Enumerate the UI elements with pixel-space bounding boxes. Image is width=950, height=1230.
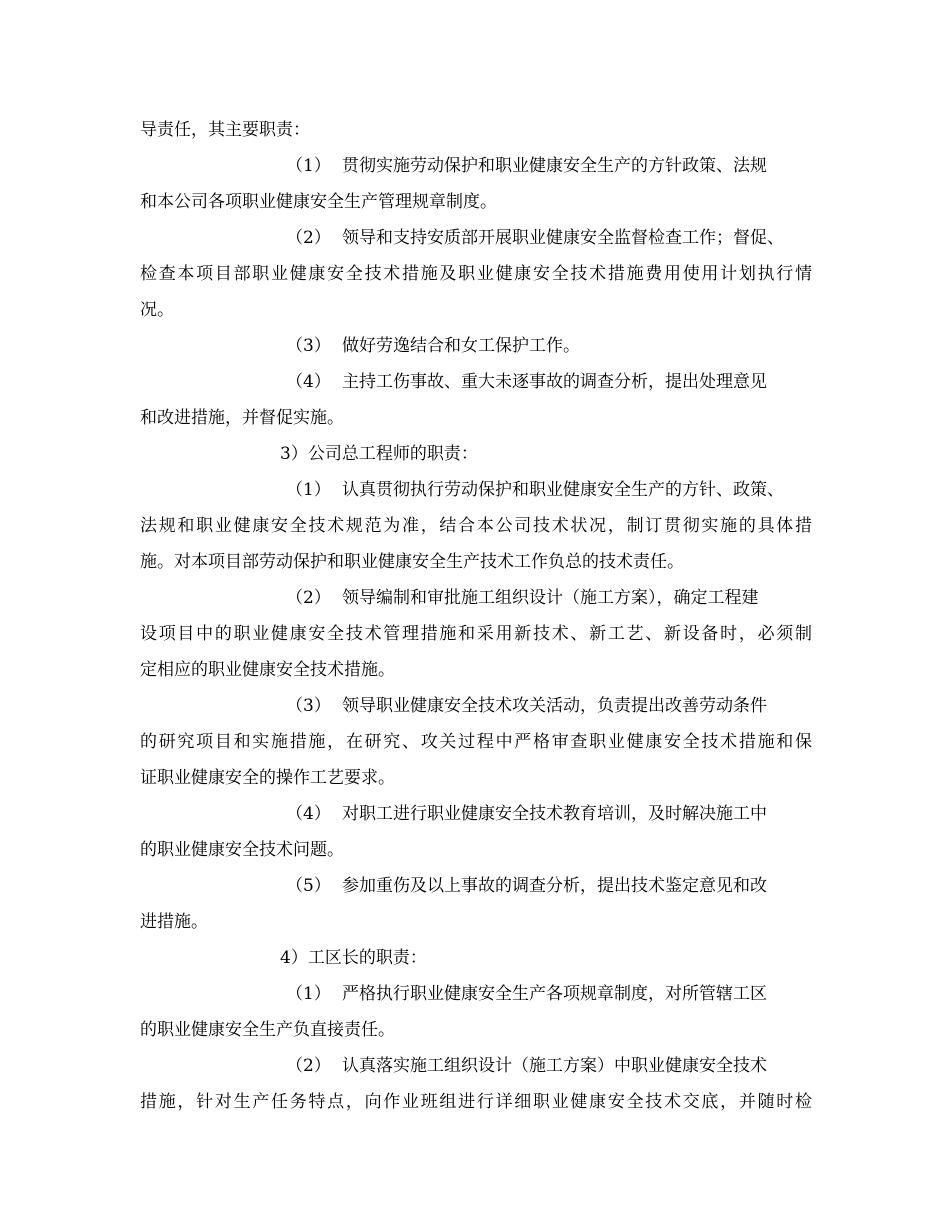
numbered-item-line [140,328,812,364]
item-number: （4） [286,804,331,824]
paragraph-line: 定相应的职业健康安全技术措施。 [140,660,395,680]
numbered-item-line [140,688,812,724]
item-number: （2） [286,1056,331,1076]
item-text: 领导编制和审批施工组织设计（施工方案），确定工程建 [342,588,759,608]
item-text: 严格执行职业健康安全生产各项规章制度，对所管辖工区 [342,984,767,1004]
paragraph-line: 法规和职业健康安全技术规范为准，结合本公司技术状况，制订贯彻实施的具体措 [140,516,812,536]
item-number: （5） [286,876,331,896]
numbered-item-line [140,1048,812,1084]
numbered-item-line [140,580,812,616]
paragraph-line: 进措施。 [140,912,208,932]
numbered-item-line [140,868,812,904]
paragraph-line: 和本公司各项职业健康安全生产管理规章制度。 [140,192,497,212]
paragraph-line: 的职业健康安全生产负直接责任。 [140,1020,395,1040]
section-heading: 3）公司总工程师的职责： [280,444,478,464]
paragraph-line: 况。 [140,300,174,320]
item-number: （2） [286,228,331,248]
item-number: （4） [286,372,331,392]
item-text: 参加重伤及以上事故的调查分析，提出技术鉴定意见和改 [342,876,767,896]
item-number: （1） [286,480,331,500]
numbered-item-line [140,472,812,508]
paragraph-line: 和改进措施，并督促实施。 [140,408,344,428]
item-text: 主持工伤事故、重大未逐事故的调查分析，提出处理意见 [342,372,767,392]
paragraph-line: 的职业健康安全技术问题。 [140,840,344,860]
paragraph-line: 导责任，其主要职责： [140,120,310,140]
item-text: 领导职业健康安全技术攻关活动，负责提出改善劳动条件 [342,696,767,716]
item-text: 对职工进行职业健康安全技术教育培训，及时解决施工中 [342,804,767,824]
paragraph-line: 设项目中的职业健康安全技术管理措施和采用新技术、新工艺、新设备时，必须制 [140,624,812,644]
paragraph-line: 措施，针对生产任务特点，向作业班组进行详细职业健康安全技术交底，并随时检 [140,1092,812,1112]
paragraph-line: 证职业健康安全的操作工艺要求。 [140,768,395,788]
numbered-item-line [140,364,812,400]
item-text: 领导和支持安质部开展职业健康安全监督检查工作；督促、 [342,228,784,248]
item-number: （2） [286,588,331,608]
section-heading: 4）工区长的职责： [280,948,427,968]
item-text: 认真贯彻执行劳动保护和职业健康安全生产的方针、政策、 [342,480,784,500]
numbered-item-line [140,148,812,184]
item-number: （1） [286,984,331,1004]
numbered-item-line [140,796,812,832]
item-number: （1） [286,156,331,176]
document-body [140,112,812,1120]
paragraph-line: 检查本项目部职业健康安全技术措施及职业健康安全技术措施费用使用计划执行情 [140,264,812,284]
item-number: （3） [286,336,331,356]
paragraph-line: 的研究项目和实施措施，在研究、攻关过程中严格审查职业健康安全技术措施和保 [140,732,812,752]
numbered-item-line [140,976,812,1012]
numbered-item-line [140,220,812,256]
item-number: （3） [286,696,331,716]
item-text: 认真落实施工组织设计（施工方案）中职业健康安全技术 [342,1056,767,1076]
item-text: 贯彻实施劳动保护和职业健康安全生产的方针政策、法规 [342,156,767,176]
paragraph-line: 施。对本项目部劳动保护和职业健康安全生产技术工作负总的技术责任。 [140,552,684,572]
item-text: 做好劳逸结合和女工保护工作。 [342,336,580,356]
